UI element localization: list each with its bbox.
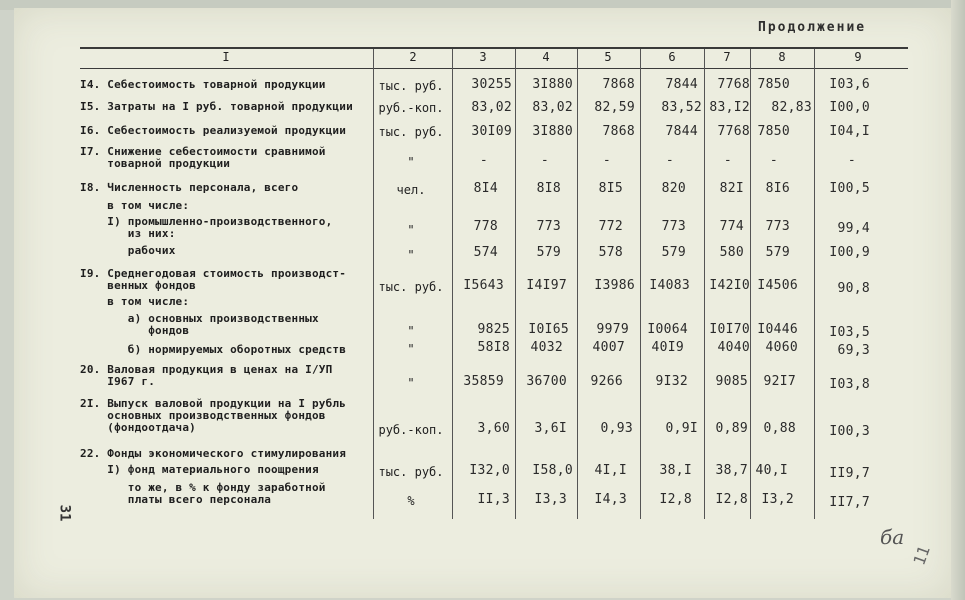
cell: 7844 [665, 124, 698, 139]
cell: 30255 [471, 77, 512, 92]
cell: - [847, 153, 856, 168]
cell: I0I65 [528, 322, 569, 337]
cell: 9I32 [655, 374, 688, 389]
cell: I2,8 [715, 492, 748, 507]
cell: 4007 [592, 340, 625, 355]
cell: I04,I [829, 124, 870, 139]
cell: 83,02 [532, 100, 573, 115]
row-label: б) нормируемых оборотных средств [80, 343, 347, 356]
cell: I2,8 [659, 492, 692, 507]
cell: I00,3 [829, 424, 870, 439]
pencil-annotation-2: 11 [909, 543, 934, 568]
cell: 92I7 [763, 374, 796, 389]
row-label: I6. Себестоимость реализуемой продукции [80, 124, 347, 137]
cell: 38,I [659, 463, 692, 478]
cell: 0,89 [715, 421, 748, 436]
row-label: в том числе: [80, 295, 190, 308]
col-header: 6 [668, 50, 676, 64]
row-label: I7. Снижение себестоимости сравнимой товарной продукции [80, 145, 326, 170]
cell: 778 [473, 219, 498, 234]
row-label: I) фонд материального поощрения [80, 463, 319, 476]
cell: 9979 [596, 322, 629, 337]
cell: 4I,I [594, 463, 627, 478]
row-unit: % [407, 494, 415, 508]
cell: 40I9 [651, 340, 684, 355]
cell: I00,9 [829, 245, 870, 260]
cell: 30I09 [471, 124, 512, 139]
row-unit: " [407, 223, 415, 237]
cell: 83,I2 [709, 100, 750, 115]
cell: I4083 [649, 278, 690, 293]
cell: 9266 [590, 374, 623, 389]
row-unit: руб.-коп. [378, 423, 444, 437]
row-label: рабочих [80, 244, 176, 257]
cell: 7850 [757, 77, 790, 92]
cell: 579 [536, 245, 561, 260]
cell: I42I0 [709, 278, 750, 293]
cell: 3I880 [532, 124, 573, 139]
cell: 7850 [757, 124, 790, 139]
cell: I00,0 [829, 100, 870, 115]
col-header: 3 [479, 50, 487, 64]
cell: 580 [719, 245, 744, 260]
row-label: I5. Затраты на I руб. товарной продукции [80, 100, 353, 113]
cell: 9085 [715, 374, 748, 389]
cell: I03,8 [829, 377, 870, 392]
col-header: 5 [604, 50, 612, 64]
cell: 8I4 [473, 181, 498, 196]
row-unit: " [407, 248, 415, 262]
cell: 8I8 [536, 181, 561, 196]
cell: 35859 [463, 374, 504, 389]
cell: 7844 [665, 77, 698, 92]
col-header: 2 [409, 50, 417, 64]
cell: 773 [536, 219, 561, 234]
cell: - [665, 153, 674, 168]
cell: 90,8 [837, 281, 870, 296]
continuation-header: Продолжение [758, 20, 867, 35]
row-label: I9. Среднегодовая стоимость производст- венных фондов [80, 267, 347, 292]
cell: 7868 [602, 124, 635, 139]
row-unit: " [407, 155, 415, 169]
cell: I3986 [594, 278, 635, 293]
cell: I0446 [757, 322, 798, 337]
cell: 9825 [477, 322, 510, 337]
cell: - [479, 153, 488, 168]
cell: I3,3 [534, 492, 567, 507]
cell: 773 [765, 219, 790, 234]
row-unit: чел. [396, 183, 426, 197]
cell: I5643 [463, 278, 504, 293]
cell: 4040 [717, 340, 750, 355]
cell: 38,7 [715, 463, 748, 478]
cell: 578 [598, 245, 623, 260]
cell: 772 [598, 219, 623, 234]
row-unit: тыс. руб. [378, 125, 444, 139]
cell: 0,9I [665, 421, 698, 436]
page-number: 31 [56, 504, 73, 522]
cell: - [723, 153, 732, 168]
row-unit: тыс. руб. [378, 280, 444, 294]
cell: - [602, 153, 611, 168]
row-unit: руб.-коп. [378, 101, 444, 115]
cell: - [769, 153, 778, 168]
cell: I58,0 [532, 463, 573, 478]
row-label: 2I. Выпуск валовой продукции на I рубль основных производственных фондов (фондоотдача) [80, 397, 347, 434]
cell: 820 [661, 181, 686, 196]
cell: 3,6I [534, 421, 567, 436]
row-label: I4. Себестоимость товарной продукции [80, 78, 326, 91]
cell: 7868 [602, 77, 635, 92]
cell: I03,6 [829, 77, 870, 92]
pencil-annotation: ба [880, 525, 905, 549]
cell: I32,0 [469, 463, 510, 478]
cell: 579 [661, 245, 686, 260]
cell: 8I5 [598, 181, 623, 196]
row-label: а) основных производственных фондов [127, 312, 319, 337]
cell: - [540, 153, 549, 168]
cell: 4060 [765, 340, 798, 355]
cell: I0064 [647, 322, 688, 337]
cell: 82,59 [594, 100, 635, 115]
cell: II,3 [477, 492, 510, 507]
cell: 69,3 [837, 343, 870, 358]
cell: I4I97 [526, 278, 567, 293]
cell: 40,I [755, 463, 788, 478]
cell: 58I8 [477, 340, 510, 355]
scan-right-edge [951, 0, 965, 600]
row-unit: тыс. руб. [378, 465, 444, 479]
row-unit: тыс. руб. [378, 79, 444, 93]
cell: II7,7 [829, 495, 870, 510]
cell: 4032 [530, 340, 563, 355]
cell: II9,7 [829, 466, 870, 481]
cell: I03,5 [829, 325, 870, 340]
cell: 83,52 [661, 100, 702, 115]
cell: I00,5 [829, 181, 870, 196]
cell: 579 [765, 245, 790, 260]
col-header: 7 [723, 50, 731, 64]
row-label: в том числе: [80, 199, 190, 212]
cell: 36700 [526, 374, 567, 389]
cell: I4,3 [594, 492, 627, 507]
cell: 83,02 [471, 100, 512, 115]
cell: 8I6 [765, 181, 790, 196]
col-header: 4 [542, 50, 550, 64]
row-unit: " [407, 376, 415, 390]
table-top-rule [80, 47, 908, 49]
cell: 774 [719, 219, 744, 234]
row-label: I8. Численность персонала, всего [80, 181, 299, 194]
cell: 99,4 [837, 221, 870, 236]
row-unit: " [407, 342, 415, 356]
cell: 773 [661, 219, 686, 234]
col-header: 8 [778, 50, 786, 64]
row-label: 20. Валовая продукция в ценах на I/УП I967 г. [80, 363, 333, 388]
cell: 7768 [717, 77, 750, 92]
header-bottom-rule [80, 68, 908, 69]
row-unit: " [407, 324, 415, 338]
cell: I4506 [757, 278, 798, 293]
cell: 82I [719, 181, 744, 196]
cell: 82,83 [771, 100, 812, 115]
cell: 0,88 [763, 421, 796, 436]
row-label: I) промышленно-производственного, из них: [107, 215, 333, 240]
cell: 0,93 [600, 421, 633, 436]
cell: 3,60 [477, 421, 510, 436]
col-header: I [222, 50, 230, 64]
cell: I3,2 [761, 492, 794, 507]
col-header: 9 [854, 50, 862, 64]
cell: 574 [473, 245, 498, 260]
row-label: 22. Фонды экономического стимулирования [80, 447, 347, 460]
cell: I0I70 [709, 322, 750, 337]
cell: 3I880 [532, 77, 573, 92]
row-label: то же, в % к фонду заработной платы всего персонала [127, 481, 326, 506]
cell: 7768 [717, 124, 750, 139]
